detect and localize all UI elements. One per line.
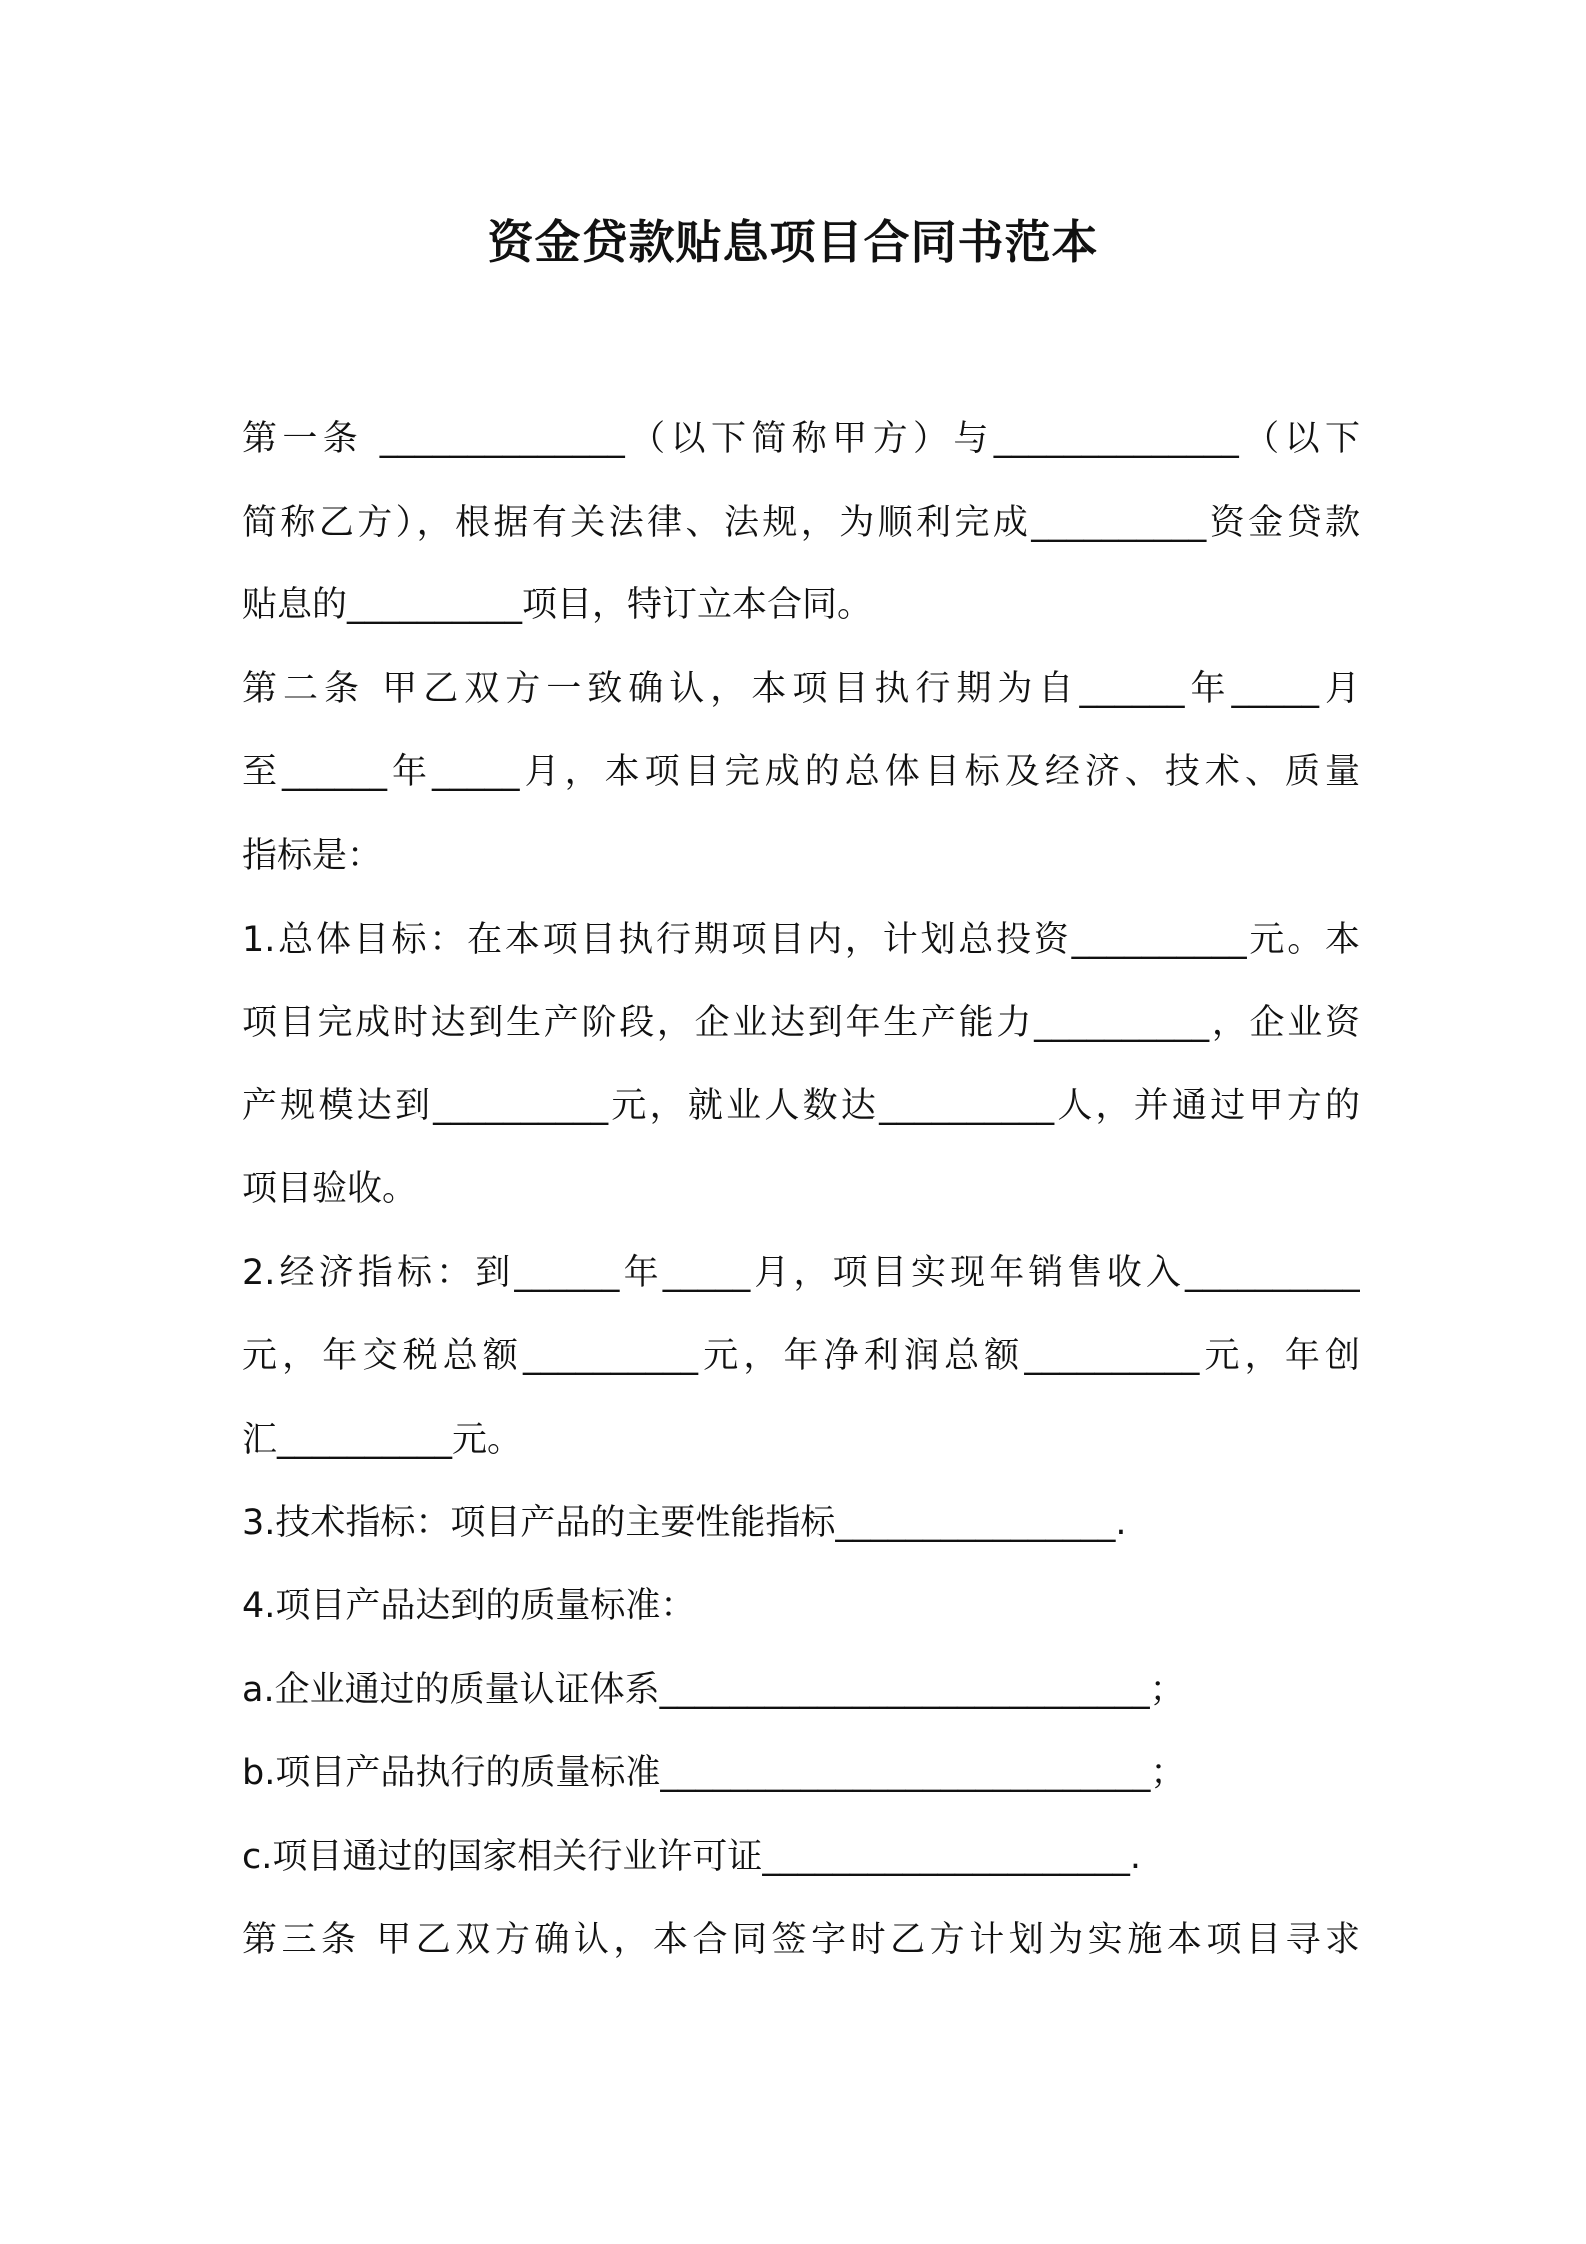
economic-index-line-1: 2.经济指标：到______年_____月，项目实现年销售收入__________ <box>242 1253 1360 1293</box>
economic-index-line-3: 汇__________元。 <box>242 1420 523 1460</box>
quality-item-a: a.企业通过的质量认证体系____________________________； <box>242 1670 1185 1710</box>
overall-goal-line-2: 项目完成时达到生产阶段，企业达到年生产能力__________，企业资 <box>242 1003 1360 1043</box>
article-1-line-3: 贴息的__________项目，特订立本合同。 <box>242 585 873 625</box>
quality-item-c: c.项目通过的国家相关行业许可证_____________________. <box>242 1837 1141 1877</box>
article-1-line-2: 简称乙方），根据有关法律、法规，为顺利完成__________资金贷款 <box>242 503 1360 543</box>
article-3-line-1: 第三条 甲乙双方确认，本合同签字时乙方计划为实施本项目寻求 <box>242 1920 1360 1960</box>
article-2-line-1: 第二条 甲乙双方一致确认，本项目执行期为自______年_____月 <box>242 669 1360 709</box>
overall-goal-line-3: 产规模达到__________元，就业人数达__________人，并通过甲方的 <box>242 1086 1360 1126</box>
article-2-line-3: 指标是： <box>242 836 383 876</box>
quality-standard-heading: 4.项目产品达到的质量标准： <box>242 1586 696 1626</box>
document-title: 资金贷款贴息项目合同书范本 <box>487 215 1099 269</box>
article-2-line-2: 至______年_____月，本项目完成的总体目标及经济、技术、质量 <box>242 752 1360 792</box>
quality-item-b: b.项目产品执行的质量标准____________________________； <box>242 1753 1186 1793</box>
overall-goal-line-1: 1.总体目标：在本项目执行期项目内，计划总投资__________元。本 <box>242 920 1360 960</box>
economic-index-line-2: 元，年交税总额__________元，年净利润总额__________元，年创 <box>242 1336 1360 1376</box>
overall-goal-line-4: 项目验收。 <box>242 1169 418 1209</box>
technical-index-line: 3.技术指标：项目产品的主要性能指标________________. <box>242 1503 1127 1543</box>
article-1-line-1: 第一条 ______________（以下简称甲方）与______________（以下 <box>242 419 1360 459</box>
